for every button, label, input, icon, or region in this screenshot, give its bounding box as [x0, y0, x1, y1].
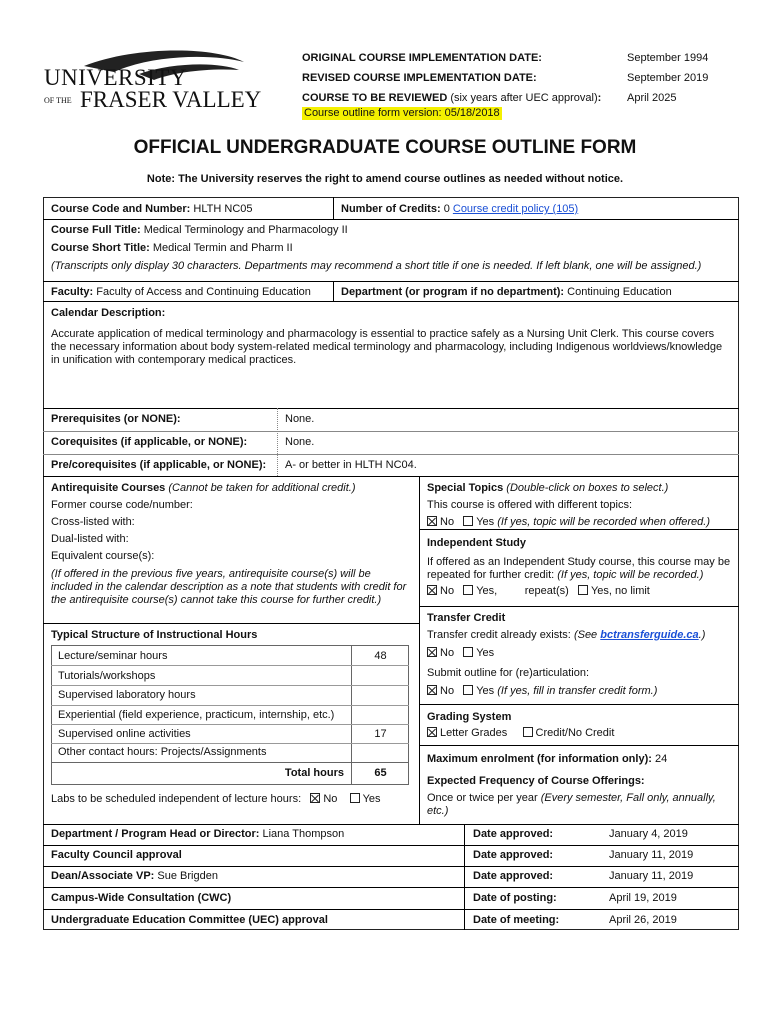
transfer-credit-title: Transfer Credit	[427, 612, 506, 624]
credit-no-credit-label: Credit/No Credit	[535, 727, 615, 739]
special-topics-text: This course is offered with different topics:	[427, 499, 633, 511]
approval-row-uec	[51, 914, 328, 927]
frequency-value	[427, 792, 733, 818]
approval-label: Department / Program Head or Director:	[51, 828, 260, 840]
divider	[43, 866, 739, 867]
divider	[419, 606, 739, 607]
transfer-see: (See	[573, 629, 598, 641]
divider	[464, 824, 465, 930]
max-enrolment-value: 24	[654, 753, 668, 765]
transcript-note: (Transcripts only display 30 characters. Departments may recommend a short title if one is needed. If left blank, one will be assigned.)	[51, 260, 702, 272]
hours-row-label: Lecture/seminar hours	[58, 650, 168, 662]
divider	[43, 454, 739, 455]
prerequisites-value: None.	[285, 413, 315, 425]
logo-word-of-the: OF THE	[44, 96, 72, 105]
approval-label: Dean/Associate VP:	[51, 870, 155, 882]
submit-yes-label: Yes	[476, 685, 495, 697]
review-label-text: COURSE TO BE REVIEWED	[302, 92, 448, 104]
approval-row-dean	[51, 870, 218, 883]
max-enrolment-label: Maximum enrolment (for information only):	[427, 753, 652, 765]
corequisites-value: None.	[285, 436, 315, 448]
revised-date-label: REVISED COURSE IMPLEMENTATION DATE:	[302, 72, 537, 84]
special-no-checkbox[interactable]	[427, 516, 437, 526]
divider	[43, 909, 739, 910]
submit-yes-note: (If yes, fill in transfer credit form.)	[497, 685, 658, 697]
approval-row-cwc	[51, 892, 231, 905]
dual-listed: Dual-listed with:	[51, 533, 129, 545]
transfer-submit-text: Submit outline for (re)articulation:	[427, 667, 590, 679]
grading-options	[427, 727, 614, 740]
divider	[51, 705, 409, 706]
special-yes-checkbox[interactable]	[463, 516, 473, 526]
department	[341, 286, 672, 299]
frequency-text: Once or twice per year	[427, 792, 538, 804]
hours-row-label: Supervised laboratory hours	[58, 689, 196, 701]
antirequisite-explanation: (If offered in the previous five years, antirequisite course(s) will be included in the calendar description as a note that students with credit for the antirequisite course(s) cannot take this course for further credit.)	[51, 568, 407, 606]
approval-date-value: January 11, 2019	[609, 870, 694, 882]
transfer-exists	[427, 629, 705, 642]
antirequisite-label: Antirequisite Courses	[51, 482, 166, 494]
divider	[43, 845, 739, 846]
grading-system-title: Grading System	[427, 711, 512, 723]
prerequisites-label: Prerequisites (or NONE):	[51, 413, 181, 425]
transfer-exists-text: Transfer credit already exists:	[427, 629, 571, 641]
approval-value: Liana Thompson	[262, 828, 345, 840]
transfer-no-checkbox[interactable]	[427, 647, 437, 657]
credits-label: Number of Credits:	[341, 203, 441, 215]
transfer-submit-options	[427, 685, 657, 698]
independent-nolimit-checkbox[interactable]	[578, 585, 588, 595]
hours-row-value: 17	[374, 728, 387, 740]
divider	[419, 704, 739, 705]
approval-date-value: April 19, 2019	[609, 892, 677, 904]
faculty-value: Faculty of Access and Continuing Education	[96, 286, 311, 298]
independent-study-text	[427, 556, 733, 582]
course-code	[51, 203, 253, 216]
letter-grades-checkbox[interactable]	[427, 727, 437, 737]
short-title-value: Medical Termin and Pharm II	[152, 242, 293, 254]
special-topics-note: (Double-click on boxes to select.)	[506, 482, 669, 494]
credit-no-credit-checkbox[interactable]	[523, 727, 533, 737]
review-date-value: April 2025	[627, 92, 677, 104]
independent-repeats-label: repeat(s)	[524, 585, 569, 597]
approval-date-label: Date approved:	[473, 870, 554, 882]
full-title	[51, 224, 348, 237]
special-topics-options	[427, 516, 710, 529]
divider	[43, 476, 739, 477]
transfer-close: .)	[698, 629, 706, 641]
approval-date-label: Date approved:	[473, 849, 554, 861]
approval-date-value: April 26, 2019	[609, 914, 677, 926]
hours-row-label: Tutorials/workshops	[58, 670, 156, 682]
divider	[333, 281, 334, 301]
original-date-value: September 1994	[627, 52, 709, 64]
total-hours-label: Total hours	[284, 767, 344, 779]
letter-grades-label: Letter Grades	[440, 727, 508, 739]
divider	[43, 281, 739, 282]
divider	[43, 887, 739, 888]
independent-yes-checkbox[interactable]	[463, 585, 473, 595]
faculty	[51, 286, 311, 299]
transfer-yes-label: Yes	[476, 647, 495, 659]
review-date-label	[302, 92, 601, 105]
approval-value: Sue Brigden	[157, 870, 218, 882]
credits-value: 0	[443, 203, 450, 215]
approval-row-dept-head	[51, 828, 344, 841]
review-note-text: (six years after UEC approval)	[450, 92, 598, 104]
divider	[51, 685, 409, 686]
independent-nolimit-label: Yes, no limit	[590, 585, 650, 597]
form-version-highlight: Course outline form version: 05/18/2018	[304, 107, 500, 119]
approval-date-label: Date of posting:	[473, 892, 557, 904]
full-title-value: Medical Terminology and Pharmacology II	[143, 224, 348, 236]
credit-policy-link[interactable]: Course credit policy (105)	[452, 203, 579, 215]
hours-row-label: Experiential (field experience, practicum, internship, etc.)	[58, 709, 335, 721]
labs-label: Labs to be scheduled independent of lecture hours:	[51, 793, 302, 805]
divider	[43, 431, 739, 432]
review-colon: :	[597, 92, 602, 104]
divider	[51, 762, 409, 763]
hours-row-value: 48	[374, 650, 387, 662]
precorequisites-label: Pre/corequisites (if applicable, or NONE):	[51, 459, 267, 471]
former-course: Former course code/number:	[51, 499, 193, 511]
frequency-note: (Every semester, Fall only, annually, etc.)	[427, 792, 716, 817]
bctransferguide-link[interactable]: bctransferguide.ca	[600, 629, 699, 641]
divider	[351, 645, 352, 785]
approval-date-value: January 4, 2019	[609, 828, 688, 840]
approval-date-label: Date of meeting:	[473, 914, 560, 926]
approval-row-faculty-council	[51, 849, 182, 862]
divider	[333, 197, 334, 219]
submit-yes-checkbox[interactable]	[463, 685, 473, 695]
hours-title: Typical Structure of Instructional Hours	[51, 629, 258, 641]
course-code-value: HLTH NC05	[193, 203, 253, 215]
divider	[277, 408, 279, 476]
cross-listed: Cross-listed with:	[51, 516, 135, 528]
labs-yes-label: Yes	[362, 793, 381, 805]
divider	[43, 623, 419, 624]
short-title-label: Course Short Title:	[51, 242, 150, 254]
calendar-description: Accurate application of medical terminology and pharmacology is essential to practice safely as a Nursing Unit Clerk. This course covers the necessary information about body system-related medical terminology and pharmacology, including Indigenous worldviews/knowledge in unification with contemporary medical practices.	[51, 328, 723, 366]
page-title: OFFICIAL UNDERGRADUATE COURSE OUTLINE FORM	[133, 137, 637, 158]
corequisites-label: Corequisites (if applicable, or NONE):	[51, 436, 248, 448]
special-yes-label: Yes	[476, 516, 495, 528]
independent-study-title: Independent Study	[427, 537, 526, 549]
approval-label: Faculty Council approval	[51, 849, 182, 861]
precorequisites-value: A- or better in HLTH NC04.	[285, 459, 417, 471]
credits	[341, 203, 578, 216]
hours-row-label: Other contact hours: Projects/Assignments	[58, 746, 267, 758]
independent-no-checkbox[interactable]	[427, 585, 437, 595]
divider	[419, 529, 739, 530]
divider	[43, 408, 739, 409]
logo-word-fraser-valley: FRASER VALLEY	[80, 87, 262, 112]
divider	[51, 724, 409, 725]
divider	[51, 743, 409, 744]
department-value: Continuing Education	[567, 286, 672, 298]
department-label: Department (or program if no department):	[341, 286, 565, 298]
labs-no-checkbox[interactable]	[310, 793, 320, 803]
divider	[43, 219, 739, 220]
course-code-label: Course Code and Number:	[51, 203, 191, 215]
independent-options	[427, 585, 650, 598]
original-date-label: ORIGINAL COURSE IMPLEMENTATION DATE:	[302, 52, 542, 64]
logo-word-university: UNIVERSITY	[44, 65, 187, 90]
independent-no-label: No	[440, 585, 455, 597]
max-enrolment	[427, 753, 667, 766]
total-hours-value: 65	[374, 767, 387, 779]
approval-label: Undergraduate Education Committee (UEC) approval	[51, 914, 328, 926]
independent-text: If offered as an Independent Study course, this course may be repeated for further credit:	[427, 556, 731, 581]
independent-yes-label: Yes,	[476, 585, 498, 597]
antirequisite-note: (Cannot be taken for additional credit.)	[168, 482, 356, 494]
divider	[419, 745, 739, 746]
revised-date-value: September 2019	[627, 72, 709, 84]
submit-no-checkbox[interactable]	[427, 685, 437, 695]
short-title	[51, 242, 293, 255]
divider	[43, 824, 739, 825]
labs-scheduled	[51, 793, 381, 806]
labs-yes-checkbox[interactable]	[350, 793, 360, 803]
divider	[51, 665, 409, 666]
full-title-label: Course Full Title:	[51, 224, 141, 236]
divider	[43, 301, 739, 302]
special-yes-note: (If yes, topic will be recorded when offered.)	[497, 516, 711, 528]
transfer-exists-options	[427, 647, 494, 660]
equivalent-courses: Equivalent course(s):	[51, 550, 155, 562]
transfer-yes-checkbox[interactable]	[463, 647, 473, 657]
labs-no-label: No	[323, 793, 338, 805]
page-note: Note: The University reserves the right to amend course outlines as needed without notice.	[146, 173, 624, 185]
frequency-label: Expected Frequency of Course Offerings:	[427, 775, 645, 787]
antirequisite-title	[51, 482, 355, 495]
approval-date-label: Date approved:	[473, 828, 554, 840]
submit-no-label: No	[440, 685, 455, 697]
special-topics-label: Special Topics	[427, 482, 504, 494]
special-topics-title	[427, 482, 668, 495]
hours-row-label: Supervised online activities	[58, 728, 191, 740]
approval-label: Campus-Wide Consultation (CWC)	[51, 892, 232, 904]
special-no-label: No	[440, 516, 455, 528]
independent-text-note: (If yes, topic will be recorded.)	[557, 569, 704, 581]
faculty-label: Faculty:	[51, 286, 94, 298]
approval-date-value: January 11, 2019	[609, 849, 694, 861]
calendar-label: Calendar Description:	[51, 307, 166, 319]
transfer-no-label: No	[440, 647, 455, 659]
